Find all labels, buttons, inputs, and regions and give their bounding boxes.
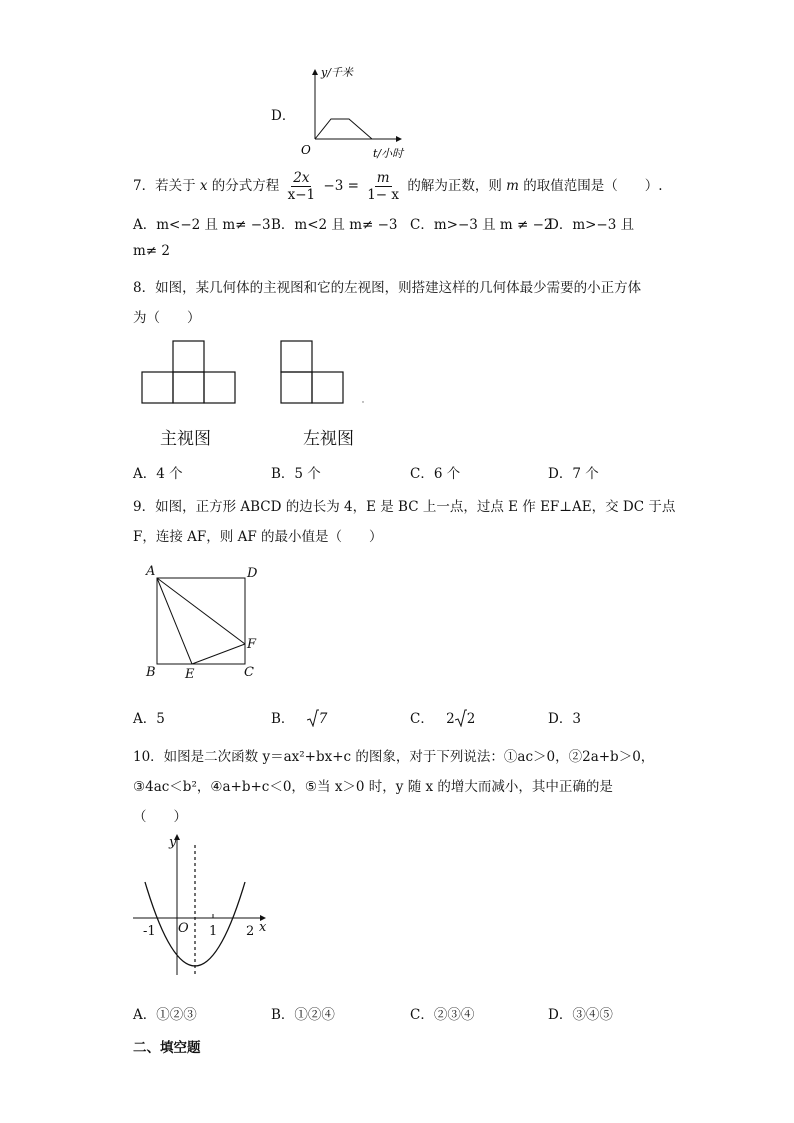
q7-option-d: D．m>−3 且 bbox=[548, 217, 635, 233]
section-heading-fill-in: 二、填空题 bbox=[133, 1040, 201, 1056]
q10-origin-label: O bbox=[178, 921, 189, 936]
q10-tick-label-2: 2 bbox=[246, 924, 255, 939]
q9-label-e: E bbox=[185, 667, 195, 682]
q9-stem-line2: F，连接 AF，则 AF 的最小值是（ ） bbox=[133, 529, 383, 545]
q8-left-view bbox=[281, 341, 343, 403]
q9-option-d: D．3 bbox=[548, 711, 581, 727]
left-view-cube-1 bbox=[281, 372, 312, 403]
q9-square-figure bbox=[140, 560, 270, 685]
q10-y-label: y bbox=[169, 835, 177, 850]
q7-prefix: 7．若关于 bbox=[133, 178, 200, 194]
q7-stem bbox=[133, 170, 663, 203]
q7-suffix1: 的解为正数，则 bbox=[403, 178, 507, 194]
q10-stem-line2: ③4ac＜b²，④a+b+c＜0，⑤当 x＞0 时，y 随 x 的增大而减小，其中正确的是 bbox=[133, 779, 613, 795]
q8-caption-front: 主视图 bbox=[160, 429, 211, 449]
q7-frac1-num: 2x bbox=[293, 170, 310, 186]
q9-stem-line1: 9．如图，正方形 ABCD 的边长为 4，E 是 BC 上一点，过点 E 作 EF⊥AE，交 DC 于点 bbox=[133, 499, 676, 515]
q10-tick-label-neg1: -1 bbox=[143, 924, 156, 939]
q10-option-c: C．②③④ bbox=[410, 1007, 475, 1023]
q7-mid: 的分式方程 bbox=[207, 178, 284, 194]
q9-option-a: A．5 bbox=[133, 711, 165, 727]
q9-segment-ef bbox=[192, 644, 245, 664]
q7-option-c: C．m>−3 且 m ≠ −2 bbox=[410, 217, 553, 233]
q6-y-label: y/千米 bbox=[321, 66, 353, 79]
q8-option-c: C．6 个 bbox=[410, 466, 461, 482]
sqrt-icon bbox=[307, 709, 319, 727]
q7-option-d-cont: m≠ 2 bbox=[133, 243, 170, 259]
q7-frac2-num: m bbox=[376, 170, 390, 186]
q9-option-b-label: B． bbox=[271, 711, 295, 727]
q10-stem-line3: （ ） bbox=[133, 809, 187, 825]
q8-option-b: B．5 个 bbox=[271, 466, 321, 482]
sqrt-icon bbox=[455, 709, 467, 727]
q6-x-label: t/小时 bbox=[373, 147, 404, 160]
q9-option-b-radicand: 7 bbox=[318, 711, 328, 727]
front-view-cube-1 bbox=[142, 372, 173, 403]
q7-option-a: A．m<−2 且 m≠ −3 bbox=[133, 217, 271, 233]
q7-fraction-2 bbox=[365, 170, 401, 203]
q8-caption-left: 左视图 bbox=[303, 429, 354, 449]
q8-stem-line2: 为（ ） bbox=[133, 310, 201, 326]
front-view-cube-2 bbox=[173, 372, 204, 403]
q6-graph-line bbox=[315, 119, 372, 139]
left-view-top-cube bbox=[281, 341, 312, 372]
q9-label-d: D bbox=[247, 566, 258, 581]
q9-label-f: F bbox=[247, 637, 257, 652]
q7-frac2-den: 1− x bbox=[367, 187, 400, 203]
q8-option-a: A．4 个 bbox=[133, 466, 183, 482]
left-view-cube-2 bbox=[312, 372, 343, 403]
q9-label-b: B bbox=[146, 665, 156, 680]
q7-option-b: B．m<2 且 m≠ −3 bbox=[271, 217, 398, 233]
q6-origin-label: O bbox=[301, 143, 311, 157]
q8-views-figure bbox=[140, 340, 370, 404]
q7-var-m: m bbox=[506, 178, 519, 194]
q6-option-d-label: D． bbox=[271, 108, 296, 124]
q7-frac1-den: x−1 bbox=[287, 187, 316, 203]
q7-minus3-eq: −3 = bbox=[319, 178, 364, 194]
q8-front-view bbox=[142, 341, 235, 403]
q7-fraction-1 bbox=[286, 170, 318, 203]
q6-distance-time-graph bbox=[295, 62, 415, 162]
q8-stem-line1: 8．如图，某几何体的主视图和它的左视图，则搭建这样的几何体最少需要的小正方体 bbox=[133, 280, 642, 296]
q7-suffix2: 的取值范围是（ ）. bbox=[518, 178, 663, 194]
q9-square-abcd bbox=[157, 578, 245, 664]
q10-parabola-graph bbox=[125, 830, 275, 980]
front-view-top-cube bbox=[173, 341, 204, 372]
q9-option-b bbox=[271, 707, 327, 727]
q9-option-c-label: C． bbox=[410, 711, 434, 727]
q9-label-c: C bbox=[244, 665, 254, 680]
q10-option-a: A．①②③ bbox=[133, 1007, 197, 1023]
q10-option-d: D．③④⑤ bbox=[548, 1007, 613, 1023]
q10-tick-label-1: 1 bbox=[209, 924, 218, 939]
q10-stem-line1: 10．如图是二次函数 y＝ax²+bx+c 的图象，对于下列说法：①ac＞0，②2a+b＞0， bbox=[133, 749, 655, 765]
q9-option-c-radicand: 2 bbox=[466, 711, 476, 727]
q8-option-d: D．7 个 bbox=[548, 466, 599, 482]
q7-var-x: x bbox=[199, 178, 208, 194]
q9-label-a: A bbox=[146, 564, 156, 579]
q10-option-b: B．①②④ bbox=[271, 1007, 335, 1023]
q9-option-c bbox=[410, 707, 475, 727]
front-view-cube-3 bbox=[204, 372, 235, 403]
q10-x-label: x bbox=[259, 920, 267, 935]
q9-option-c-coef: 2 bbox=[446, 711, 455, 727]
